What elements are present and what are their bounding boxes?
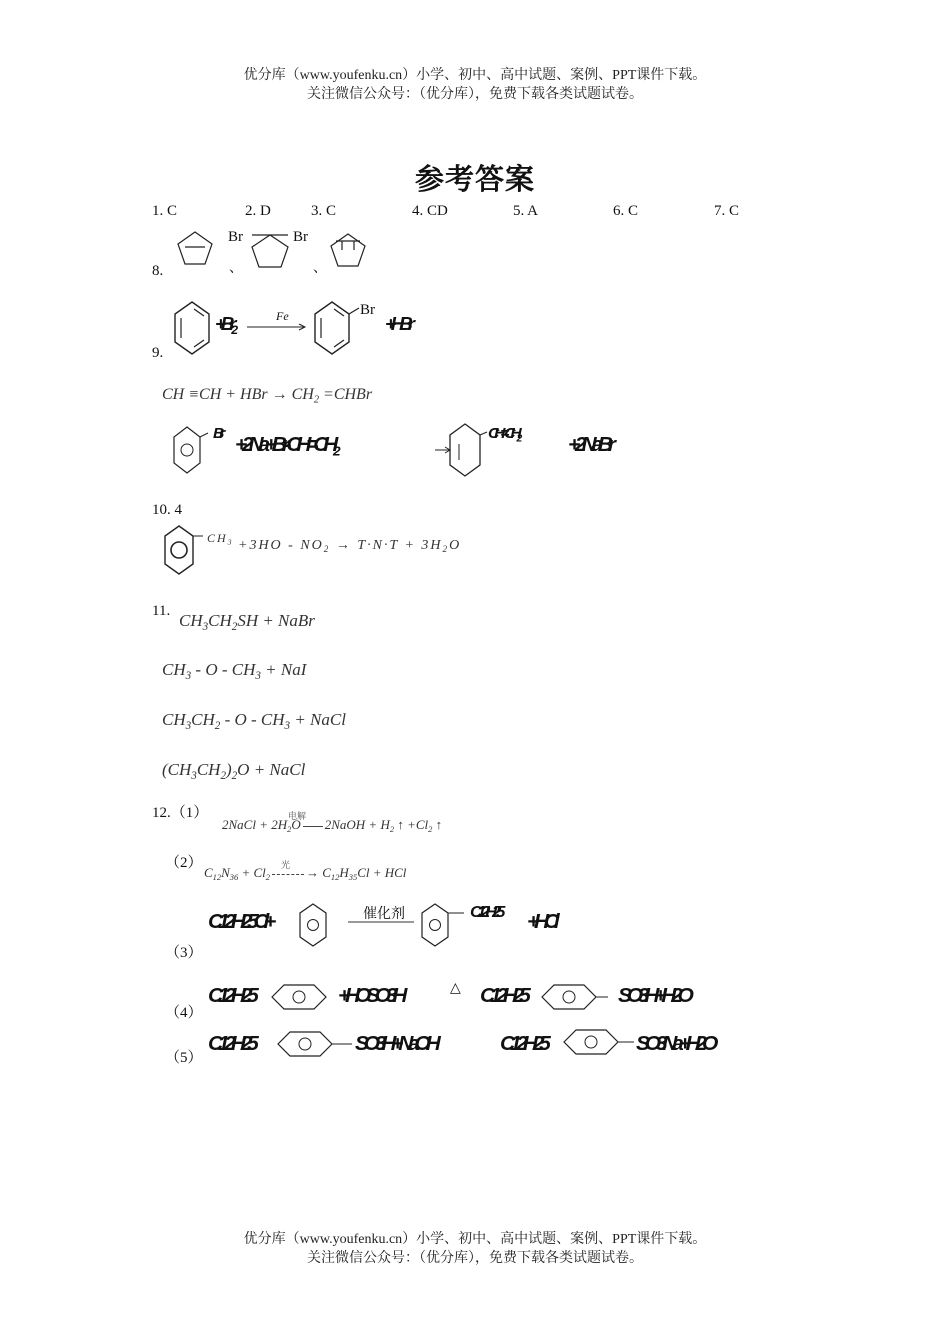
q11-number: 11. xyxy=(152,603,171,619)
q10-ch3: $CH_3$ xyxy=(207,531,234,547)
q9-hbr-byproduct: +HBr xyxy=(385,314,410,334)
q12-p5-right: SO3Na+H2O xyxy=(636,1033,714,1055)
q10-answer: 10. 4 xyxy=(152,502,182,518)
q12-p2-equation: $C_{12}N_{36} + Cl_2 \to C_{12}H_{35}Cl$ + HCl xyxy=(204,865,407,882)
answer-2: 2. D xyxy=(245,203,271,219)
q12-p4-heat: △ xyxy=(450,981,461,996)
benzene-ring-p3-icon xyxy=(298,902,332,948)
q12-part-2-label: （2） xyxy=(165,855,203,871)
q8-separator-1: 、 xyxy=(229,261,243,276)
styrene-ring-icon xyxy=(447,422,487,478)
q12-part-5-label: （5） xyxy=(165,1050,203,1066)
q12-part-3-label: （3） xyxy=(165,945,203,961)
q11-line-3: $CH_3CH_2$ - O - $CH_3$ + NaCl xyxy=(162,710,346,732)
header-line-1: 优分库（www.youfenku.cn）小学、初中、高中试题、案例、PPT课件下载。 xyxy=(243,68,707,83)
q12-p1-equation: 2NaCl + $2H_2O$ 2NaOH + $H_2$ ↑ $+Cl_2$ ↑ xyxy=(222,817,443,834)
benzene-ring-p4-icon xyxy=(270,983,328,1011)
toluene-ring-icon xyxy=(163,524,203,576)
q9-catalyst: Fe xyxy=(276,309,289,323)
footer-line-2: 关注微信公众号：（优分库），免费下载各类试题试卷。 xyxy=(307,1251,643,1266)
q10-equation: $+3HO - NO_2 \to T\cdot N\cdot T + 3H_2O$ xyxy=(238,538,462,555)
q9-eq3-br: Br xyxy=(213,425,221,442)
q12-p5-mid: SO3H+NaOH xyxy=(355,1033,436,1055)
q9-eq3-left: $+2Na+Br-CH=CH_2$ xyxy=(235,434,336,459)
bromobenzene-ring-icon xyxy=(312,300,360,356)
dibromocyclopentane-structure xyxy=(244,231,296,271)
bromobenzene-ring-2-icon xyxy=(172,425,204,475)
q12-p4-left: C12H25 xyxy=(208,985,254,1007)
answer-5: 5. A xyxy=(513,203,539,219)
q12-p4-mid2: C12H25 xyxy=(480,985,526,1007)
cyclopentene-structure xyxy=(175,228,215,268)
q8-number: 8. xyxy=(152,263,164,279)
q12-p2-condition: 光 xyxy=(281,860,291,870)
benzene-ring-p3-product-icon xyxy=(420,902,454,948)
answer-1: 1. C xyxy=(152,203,178,219)
footer-line-1: 优分库（www.youfenku.cn）小学、初中、高中试题、案例、PPT课件下载。 xyxy=(243,1232,707,1247)
q12-p4-mid: +HOSO3H xyxy=(338,985,403,1007)
q12-part-4-label: （4） xyxy=(165,1005,203,1021)
q12-p3-right: +HCl xyxy=(527,911,555,933)
q12-p3-right-sub: C12H25 xyxy=(470,904,501,921)
q11-line-4: $(CH_3CH_2)_2O$ + NaCl xyxy=(162,760,306,782)
q12-number: 12.（1） xyxy=(152,805,209,821)
q12-p3-left: C12H25Cl+ xyxy=(208,911,272,933)
q12-p3-catalyst: 催化剂 xyxy=(363,907,405,922)
methylenecyclobutane-structure xyxy=(328,230,368,270)
q8-br-right: Br xyxy=(293,229,308,245)
q9-number: 9. xyxy=(152,345,164,361)
q11-line-1: $CH_3CH_2SH$ + NaBr xyxy=(179,611,315,633)
answer-3: 3. C xyxy=(311,203,337,219)
q8-br-left: Br xyxy=(228,229,243,245)
reaction-arrow-icon xyxy=(247,323,309,331)
q12-p1-condition: 电解 xyxy=(288,811,307,821)
page-title: 参考答案 xyxy=(414,162,535,196)
q12-p5-mid2: C12H25 xyxy=(500,1033,546,1055)
q9-bromine-reagent: $+Br_2$ xyxy=(215,314,233,338)
reaction-line-p3 xyxy=(348,920,416,924)
q11-line-2: $CH_3$ - O - $CH_3$ + NaI xyxy=(162,660,307,682)
q8-separator-2: 、 xyxy=(313,261,327,276)
benzene-ring-p4-product-icon xyxy=(540,983,598,1011)
benzene-ring-p5-product-icon xyxy=(562,1028,620,1056)
benzene-ring-icon xyxy=(172,300,212,356)
answer-6: 6. C xyxy=(613,203,639,219)
q9-eq3-right: +2NaBr xyxy=(568,434,611,456)
benzene-ring-p5-icon xyxy=(276,1030,334,1058)
answer-4: 4. CD xyxy=(412,203,448,219)
q9-product-br: Br xyxy=(360,302,375,318)
q12-p5-left: C12H25 xyxy=(208,1033,254,1055)
q9-equation-2: CH ≡CH + HBr → $CH_2$ =CHBr xyxy=(162,386,373,406)
header-line-2: 关注微信公众号：（优分库），免费下载各类试题试卷。 xyxy=(307,87,643,102)
answer-7: 7. C xyxy=(714,203,740,219)
q9-eq3-right-sub: $CH=CH_2$ xyxy=(488,425,517,445)
q12-p4-right: SO3H+H2O xyxy=(618,985,689,1007)
